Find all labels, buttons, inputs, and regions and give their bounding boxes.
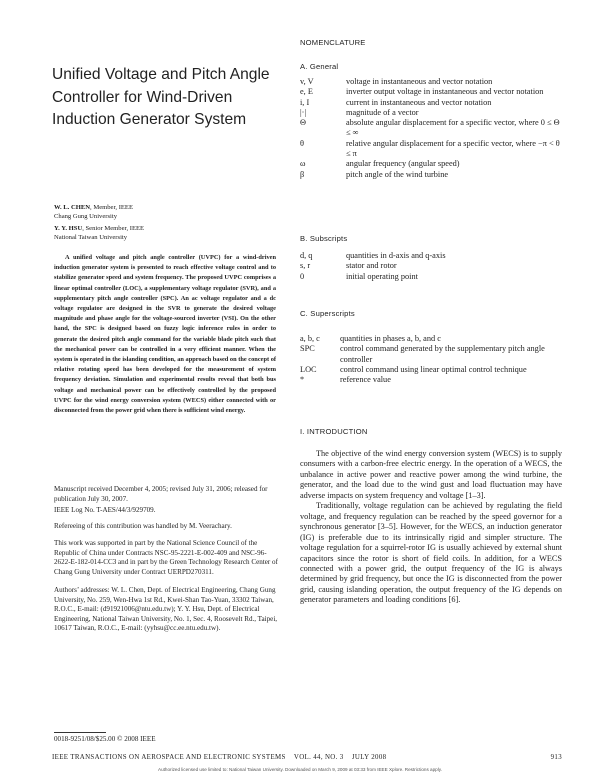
footnote-rule — [54, 732, 106, 733]
addresses-note: Authors’ addresses: W. L. Chen, Dept. of Electrical Engineering, Chang Gung University, No. 259, Wen-Hwa 1st Rd., Kwei-Shan Tao-Yuan, 33302 Taiwan, R.O.C., E-mail: (d91921006@ntu.edu.tw); Y. Y. Hsu, Dept. of Electrical Engineering, National Taiwan University, No. 1, Sec. 4, Roosevelt Rd., Taipei, 10617 Taiwan, R.O.C., E-mail: (yyhsu@cc.ee.ntu.edu.tw). — [54, 586, 278, 633]
list-item: |·| magnitude of a vector — [300, 107, 419, 117]
introduction-body — [300, 449, 562, 606]
list-item: s, r stator and rotor — [300, 261, 397, 271]
nomenclature-title: NOMENCLATURE — [300, 38, 366, 47]
log-note: IEEE Log No. T-AES/44/3/929709. — [54, 506, 156, 514]
support-note: This work was supported in part by the National Science Council of the Republic of China under Contracts NSC-95-2221-E-002-409 and NSC-96-2622-E-182-014-CC3 and in part by the Green Technology Research Center of Chang Gung University under Contract UERPD270311. — [54, 539, 278, 576]
list-item: e, E inverter output voltage in instantaneous and vector notation — [300, 87, 544, 97]
section-c-heading: C. Superscripts — [300, 309, 355, 318]
list-item: ω angular frequency (angular speed) — [300, 159, 460, 169]
author-2-affiliation: National Taiwan University — [54, 234, 128, 241]
general-list — [300, 77, 562, 180]
page-footer — [52, 754, 562, 761]
list-item: SPC control command generated by the supplementary pitch angle controller — [300, 344, 545, 364]
paper-title: Unified Voltage and Pitch Angle Controller for Wind-Driven Induction Generator System — [52, 66, 270, 128]
journal-name: IEEE TRANSACTIONS ON AEROSPACE AND ELECTRONIC SYSTEMS VOL. 44, NO. 3 JULY 2008 — [52, 754, 387, 761]
abstract-text: A unified voltage and pitch angle controller (UVPC) for a wind-driven induction generator system is presented to reach effective voltage control and to stabilize generator speed and system frequency. The proposed UVPC comprises a linear optimal controller (LOC), a supplementary voltage regulator (SVR), and a supplementary pitch angle controller (SPC). An ac voltage regulator and a dc voltage regulator are designed in the SVR to generate the desired voltage magnitude and phase angle for the voltage-sourced inverter (VSI). On the other hand, the SPC is designed based on fuzzy logic inference rules in order to generate the desired pitch angle command for the variable blade pitch such that the mechanical power can be controlled in a very efficient manner. When the system is operated in the islanding condition, an approach based on the concept of relative rotating speed has been developed for the measurement of system frequency deviation. Simulation and experimental results reveal that both bus voltage and mechanical power can be effectively controlled by the proposed UVPC for the wind energy conversion system (WECS) either connected with or disconnected from the power grid when there is sufficient wind energy. — [54, 254, 276, 415]
section-b-heading: B. Subscripts — [300, 234, 348, 243]
refereeing-note: Refereeing of this contribution was handled by M. Veerachary. — [54, 522, 232, 530]
page-number: 913 — [550, 754, 562, 761]
intro-paragraph-2: Traditionally, voltage regulation can be achieved by regulating the field voltage, and frequency regulation can be reached by the speed governor for a synchronous generator [3–5]. However, for the WECS, an induction generator (IG) is preferable due to its intrinsically rigid and simpler structure. The voltage regulation for a squirrel-rotor IG is usually achieved by external shunt capacitors since the rotor is short of field coils. In addition, for a WECS connected with a power grid, the output frequency of the IG is always determined by grid frequency, but once the IG is disconnected from the power grid, causing islanding operation, the output frequency of the IG depends on generator parameters and loading conditions [6]. — [300, 501, 562, 605]
list-item: LOC control command using linear optimal control technique — [300, 364, 527, 374]
list-item: i, I current in instantaneous and vector notation — [300, 97, 492, 107]
author-1 — [54, 203, 133, 221]
list-item: * reference value — [300, 375, 391, 385]
list-item: β pitch angle of the wind turbine — [300, 169, 449, 179]
list-item: 0 initial operating point — [300, 271, 418, 281]
author-2-name: Y. Y. HSU — [54, 225, 83, 232]
subscripts-list — [300, 251, 562, 282]
abstract — [54, 253, 276, 416]
author-1-affiliation: Chang Gung University — [54, 213, 118, 220]
manuscript-note: Manuscript received December 4, 2005; revised July 31, 2006; released for publication July 30, 2007. — [54, 485, 268, 503]
copyright-note: 0018-9251/08/$25.00 © 2008 IEEE — [54, 735, 156, 743]
author-1-name: W. L. CHEN — [54, 204, 91, 211]
author-1-role: , Member, IEEE — [90, 204, 133, 211]
list-item: a, b, c quantities in phases a, b, and c — [300, 334, 441, 343]
intro-paragraph-1: The objective of the wind energy conversion system (WECS) is to supply consumers with a carbon-free electric energy. In the operation of a WECS, the unbalance in active power and reactive power among the wind turbine, the generator, and the load due to the wind gust and load fluctuation may have adverse impacts on system frequency and voltage [1–3]. — [300, 449, 562, 500]
section-a-heading: A. General — [300, 62, 339, 71]
list-item: θ relative angular displacement for a specific vector, where −π < θ ≤ π — [300, 138, 560, 159]
author-2-role: , Senior Member, IEEE — [82, 225, 145, 232]
list-item: v, V voltage in instantaneous and vector notation — [300, 77, 493, 86]
superscripts-list — [300, 334, 562, 385]
authorized-use-notice: Authorized licensed use limited to: National Taiwan University. Downloaded on March 9, 2009 at 03:33 from IEEE Xplore. Restrictions apply. — [158, 767, 442, 772]
list-item: Θ absolute angular displacement for a specific vector, where 0 ≤ Θ ≤ ∞ — [300, 118, 560, 138]
author-2 — [54, 224, 144, 242]
list-item: d, q quantities in d-axis and q-axis — [300, 251, 446, 260]
introduction-heading: I. INTRODUCTION — [300, 427, 368, 436]
